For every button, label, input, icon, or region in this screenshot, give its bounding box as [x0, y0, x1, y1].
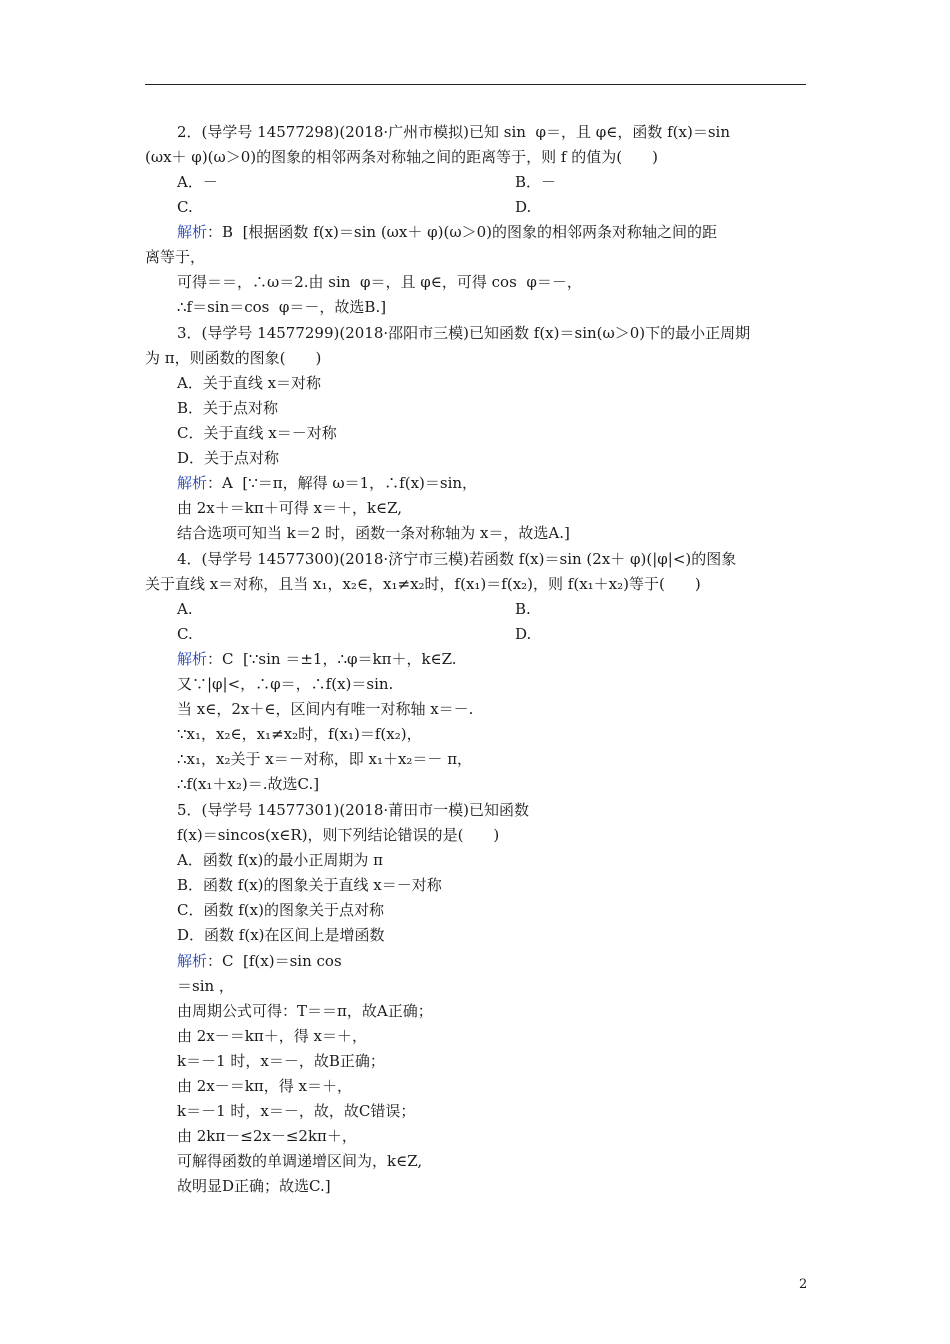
q3-option-d: D．关于点对称 [177, 449, 280, 467]
q5-solution-line4: 由 2x－＝kπ＋，得 x＝＋， [177, 1027, 367, 1045]
q5-solution-line3: 由周期公式可得：T＝＝π，故A正确； [177, 1002, 433, 1020]
q2-solution-text1: ：B [根据函数 f(x)＝sin (ωx＋ φ)(ω＞0)的图象的相邻两条对称轴之间的距 [207, 223, 717, 241]
q5-option-a: A．函数 f(x)的最小正周期为 π [177, 851, 383, 869]
q5-solution-line10: 故明显D正确；故选C.] [177, 1177, 331, 1195]
q4-option-c: C. [177, 625, 193, 643]
q5-solution-line8: 由 2kπ－≤2x－≤2kπ＋， [177, 1127, 357, 1145]
q5-solution-text1: ：C [f(x)＝sin cos [207, 952, 342, 970]
q5-option-c: C．函数 f(x)的图象关于点对称 [177, 901, 384, 919]
q3-solution-line1 [177, 473, 477, 493]
q3-solution-line2: 由 2x＋＝kπ＋可得 x＝＋，k∈Z, [177, 499, 403, 517]
q2-stem-line1: 2．(导学号 14577298)(2018·广州市模拟)已知 sin φ＝，且 φ∈，函数 f(x)＝sin [177, 123, 730, 141]
q5-solution-line7: k＝－1 时，x＝－，故，故C错误； [177, 1102, 416, 1120]
q2-solution-line4: ∴f＝sin＝cos φ＝－，故选B.] [177, 298, 387, 316]
header-rule [145, 84, 806, 85]
q4-option-b: B. [515, 600, 531, 618]
q4-solution-line3: 当 x∈，2x＋∈，区间内有唯一对称轴 x＝－. [177, 700, 474, 718]
q5-solution-line2: ＝sin ， [177, 977, 234, 995]
q3-option-b: B．关于点对称 [177, 399, 279, 417]
q4-solution-line1 [177, 649, 457, 669]
q2-option-c: C. [177, 198, 193, 216]
q4-solution-text1: ：C [∵sin ＝±1，∴φ＝kπ＋，k∈Z. [207, 650, 457, 668]
q2-option-d: D. [515, 198, 532, 216]
q3-stem-line2: 为 π，则函数的图象( ) [145, 349, 322, 367]
q2-option-a: A．－ [177, 173, 218, 191]
q3-solution-line3: 结合选项可知当 k＝2 时，函数一条对称轴为 x＝，故选A.] [177, 524, 570, 542]
q5-solution-line6: 由 2x－＝kπ，得 x＝＋， [177, 1077, 352, 1095]
solution-label: 解析 [177, 223, 208, 241]
q4-solution-line6: ∴f(x₁＋x₂)＝.故选C.] [177, 775, 320, 793]
q5-stem-line2: f(x)＝sincos(x∈R)，则下列结论错误的是( ) [177, 826, 500, 844]
q2-solution-line1 [177, 222, 717, 242]
solution-label: 解析 [177, 650, 208, 668]
q4-stem-line1: 4．(导学号 14577300)(2018·济宁市三模)若函数 f(x)＝sin (2x＋ φ)(|φ|<)的图象 [177, 550, 737, 568]
q4-option-d: D. [515, 625, 532, 643]
q4-solution-line2: 又∵|φ|<，∴φ＝，∴f(x)＝sin. [177, 675, 394, 693]
q3-stem-line1: 3．(导学号 14577299)(2018·邵阳市三模)已知函数 f(x)＝sin(ω＞0)下的最小正周期 [177, 324, 751, 342]
q2-option-b: B．－ [515, 173, 557, 191]
q5-stem-line1: 5．(导学号 14577301)(2018·莆田市一模)已知函数 [177, 801, 530, 819]
page-number: 2 [799, 1277, 808, 1292]
q5-solution-line1 [177, 951, 342, 971]
q5-solution-line9: 可解得函数的单调递增区间为，k∈Z, [177, 1152, 423, 1170]
q3-option-a: A．关于直线 x＝对称 [177, 374, 322, 392]
q5-option-b: B．函数 f(x)的图象关于直线 x＝－对称 [177, 876, 442, 894]
q4-solution-line5: ∴x₁，x₂关于 x＝－对称，即 x₁＋x₂＝－ π， [177, 750, 473, 768]
q5-solution-line5: k＝－1 时，x＝－，故B正确； [177, 1052, 385, 1070]
q5-option-d: D．函数 f(x)在区间上是增函数 [177, 926, 385, 944]
q2-solution-line3: 可得＝＝，∴ω＝2.由 sin φ＝，且 φ∈，可得 cos φ＝－， [177, 273, 582, 291]
q4-solution-line4: ∵x₁，x₂∈，x₁≠x₂时，f(x₁)＝f(x₂)， [177, 725, 422, 743]
q4-option-a: A. [177, 600, 193, 618]
solution-label: 解析 [177, 474, 208, 492]
q3-solution-text1: ：A [∵＝π，解得 ω＝1，∴f(x)＝sin， [207, 474, 478, 492]
q2-stem-line2: (ωx＋ φ)(ω＞0)的图象的相邻两条对称轴之间的距离等于，则 f 的值为( ) [145, 148, 658, 166]
q3-option-c: C．关于直线 x＝－对称 [177, 424, 337, 442]
q2-solution-line2: 离等于， [145, 248, 206, 266]
solution-label: 解析 [177, 952, 208, 970]
q4-stem-line2: 关于直线 x＝对称，且当 x₁，x₂∈，x₁≠x₂时，f(x₁)＝f(x₂)，则 f(x₁＋x₂)等于( ) [145, 575, 701, 593]
